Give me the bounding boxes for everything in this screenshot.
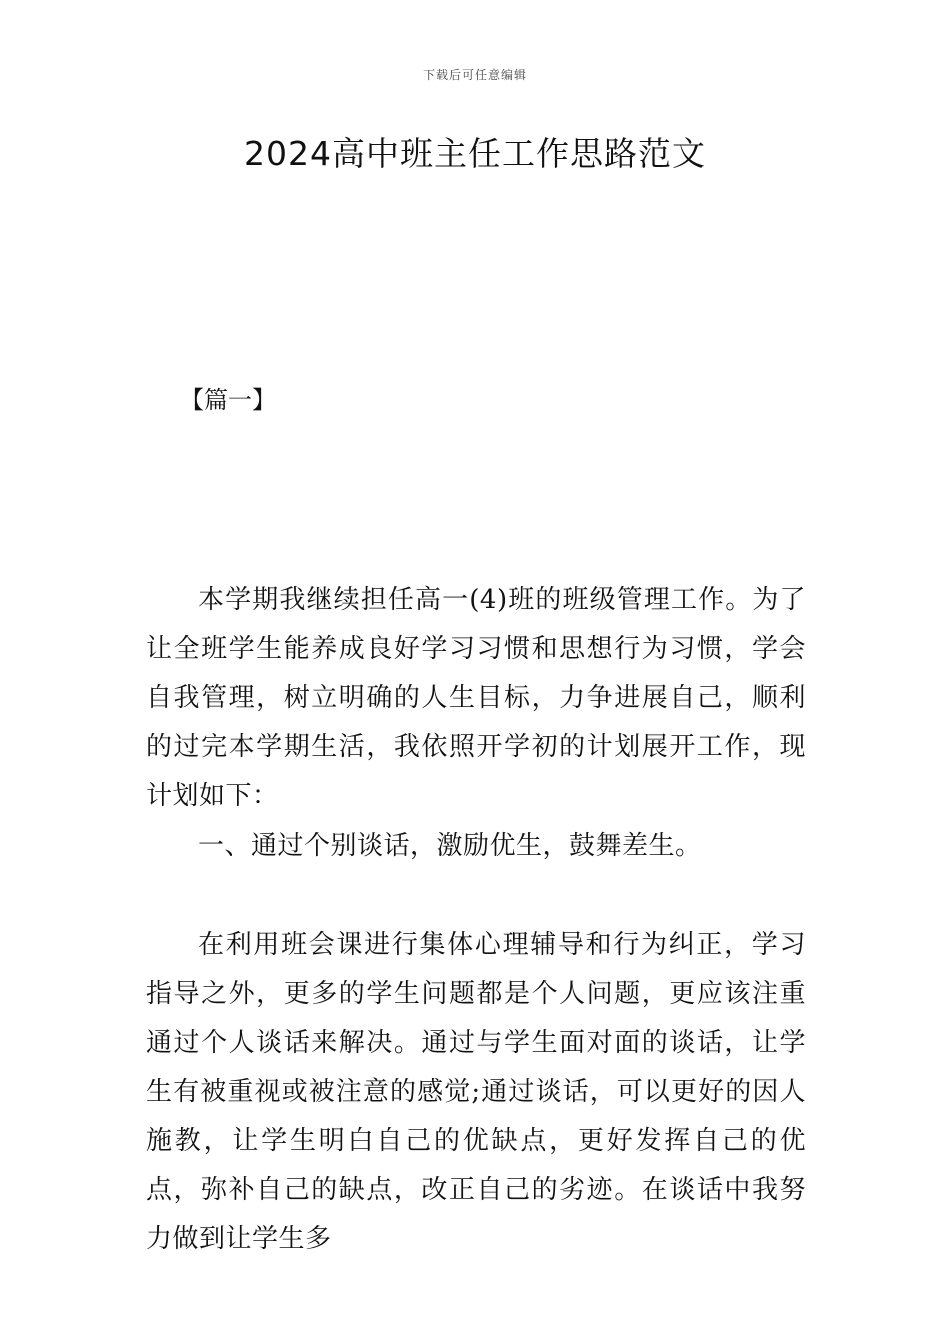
section-label: 【篇一】 <box>180 386 276 414</box>
paragraph-body: 在利用班会课进行集体心理辅导和行为纠正，学习指导之外，更多的学生问题都是个人问题，更应该注重通过个人谈话来解决。通过与学生面对面的谈话，让学生有被重视或被注意的感觉;通过谈话，可以更好的因人施教，让学生明白自己的优缺点，更好发挥自己的优点，弥补自己的缺点，改正自己的劣迹。在谈话中我努力做到让学生多 <box>146 930 806 1254</box>
paragraph-intro: 本学期我继续担任高一(4)班的班级管理工作。为了让全班学生能养成良好学习习惯和思想行为习惯，学会自我管理，树立明确的人生目标，力争进展自己，顺利的过完本学期生活，我依照开学初的计划展开工作，现计划如下： <box>146 585 806 811</box>
document-title: 2024高中班主任工作思路范文 <box>244 134 706 173</box>
header-note: 下载后可任意编辑 <box>422 68 527 82</box>
paragraph-heading-one: 一、通过个别谈话，激励优生，鼓舞差生。 <box>198 831 702 861</box>
